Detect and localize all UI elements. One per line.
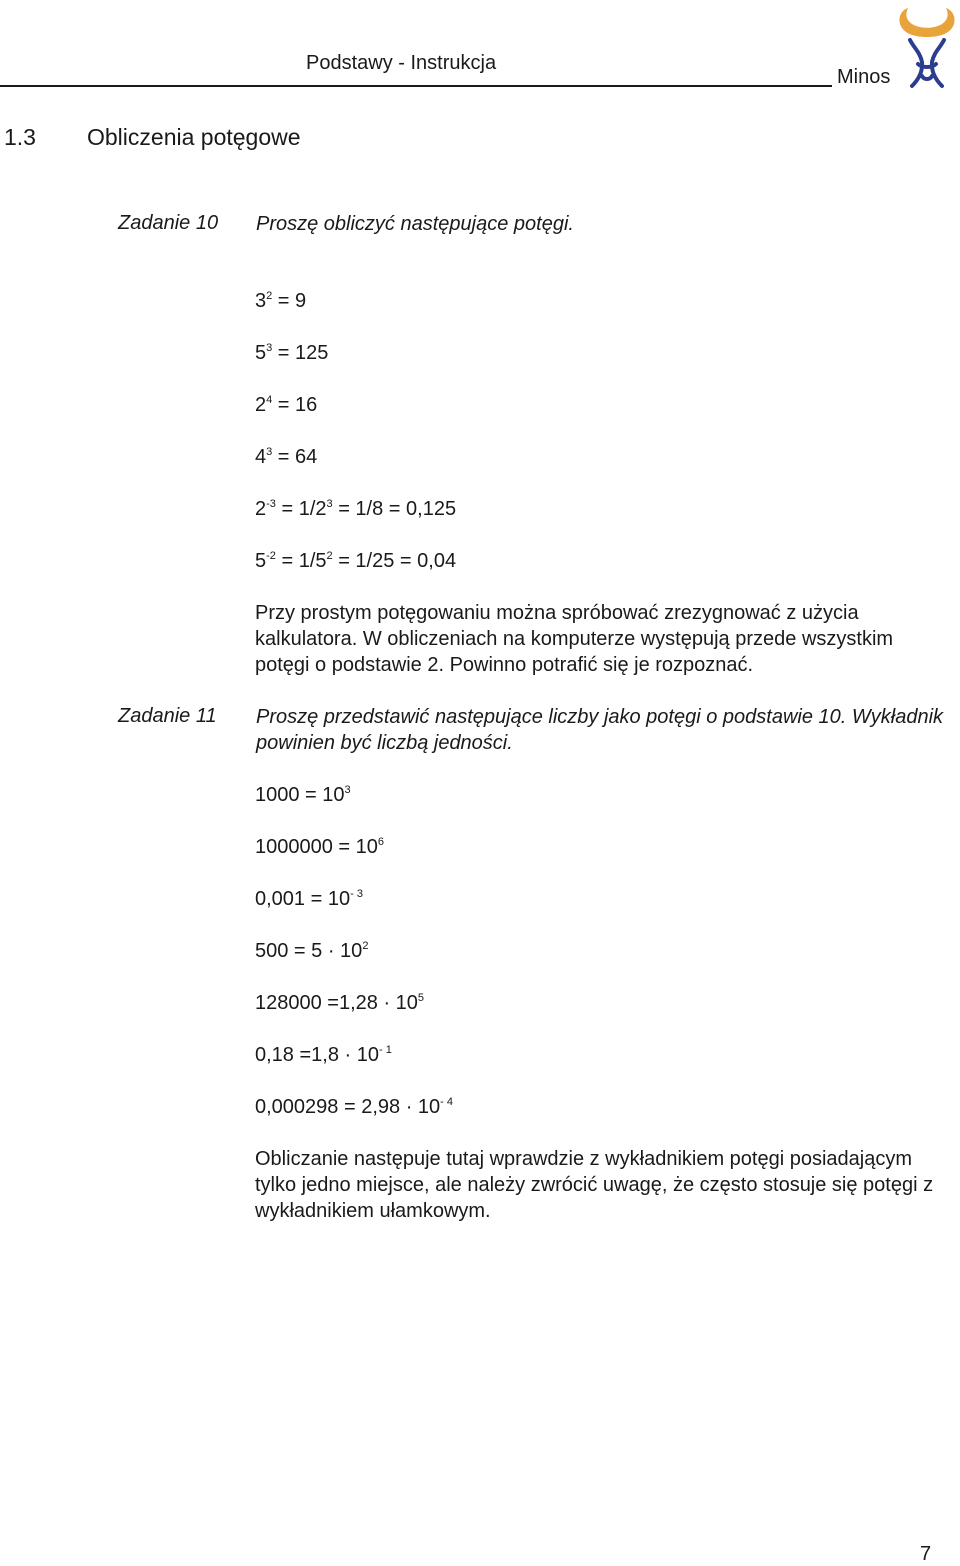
minos-logo-icon: [896, 6, 958, 90]
equation-text: 0,001 = 10: [255, 888, 351, 910]
equation-text: 0,18 =1,8 · 10: [255, 1044, 379, 1066]
equation: [255, 498, 456, 521]
header-rule: [0, 85, 832, 87]
equation-text: 2: [255, 498, 267, 520]
equation: [255, 940, 368, 963]
exponent: 3: [266, 446, 273, 458]
task11-label: Zadanie 11: [118, 705, 217, 727]
equation: [255, 836, 384, 859]
section-number: 1.3: [4, 124, 36, 150]
exponent: -3: [266, 498, 276, 510]
equation-text: = 16: [272, 394, 318, 416]
equation-text: = 125: [272, 342, 329, 364]
equation: [255, 1096, 453, 1119]
equation-text: 500 = 5 · 10: [255, 940, 363, 962]
section-heading: Obliczenia potęgowe: [87, 124, 301, 150]
exponent: -2: [266, 550, 276, 562]
exponent: 3: [326, 498, 333, 510]
equation-text: 5: [255, 342, 267, 364]
equation-text: = 1/2: [275, 498, 327, 520]
equation-text: 1000000 = 10: [255, 836, 378, 858]
task11-text: Proszę przedstawić następujące liczby jako potęgi o podstawie 10. Wykładnik powinien być liczbą jedności.: [256, 706, 944, 754]
exponent: 6: [377, 836, 385, 848]
page-number: 7: [920, 1543, 932, 1565]
exponent: 2: [266, 290, 273, 302]
exponent: 3: [344, 784, 351, 796]
equation: [255, 394, 317, 417]
header-brand: Minos: [837, 66, 891, 88]
task10-label: Zadanie 10: [118, 212, 219, 234]
exponent: 5: [417, 992, 425, 1004]
equation-text: 4: [255, 446, 267, 468]
task10-note: Przy prostym potęgowaniu można spróbować zrezygnować z użycia kalkulatora. W obliczeniach na komputerze występują przede wszystkim potęgi o podstawie 2. Powinno potrafić się je rozpoznać.: [255, 602, 894, 676]
equation: [255, 992, 424, 1015]
exponent: 3: [266, 342, 273, 354]
logo-face: [910, 40, 944, 86]
exponent: - 4: [440, 1096, 453, 1108]
equation: [255, 342, 328, 365]
equation-text: 128000 =1,28 · 10: [255, 992, 418, 1014]
header-subtitle: Podstawy - Instrukcja: [306, 52, 497, 74]
equation-text: 0,000298 = 2,98 · 10: [255, 1096, 441, 1118]
equation-text: 2: [255, 394, 267, 416]
exponent: - 1: [378, 1044, 392, 1056]
equation: [255, 1044, 392, 1067]
exponent: 2: [326, 550, 333, 562]
equation-text: = 1/25 = 0,04: [332, 550, 457, 572]
equation: [255, 888, 363, 911]
equation: [255, 446, 317, 469]
exponent: 4: [266, 394, 273, 406]
exponent: 2: [362, 940, 369, 952]
equation: [255, 784, 351, 807]
task10-text: Proszę obliczyć następujące potęgi.: [256, 213, 574, 235]
equation: [255, 550, 456, 573]
equation-text: 3: [255, 290, 267, 312]
equation-text: 1000 = 10: [255, 784, 345, 806]
equation-text: = 1/5: [275, 550, 327, 572]
task11-note: Obliczanie następuje tutaj wprawdzie z wykładnikiem potęgi posiadającym tylko jedno miejsce, ale należy zwrócić uwagę, że często stosuje się potęgi z wykładnikiem ułamkowym.: [255, 1148, 934, 1222]
equation-text: = 1/8 = 0,125: [332, 498, 457, 520]
equation-text: = 64: [272, 446, 318, 468]
equation-text: 5: [255, 550, 267, 572]
equation: [255, 290, 306, 313]
equation-text: = 9: [272, 290, 307, 312]
exponent: - 3: [350, 888, 363, 900]
logo-horns: [899, 8, 954, 37]
